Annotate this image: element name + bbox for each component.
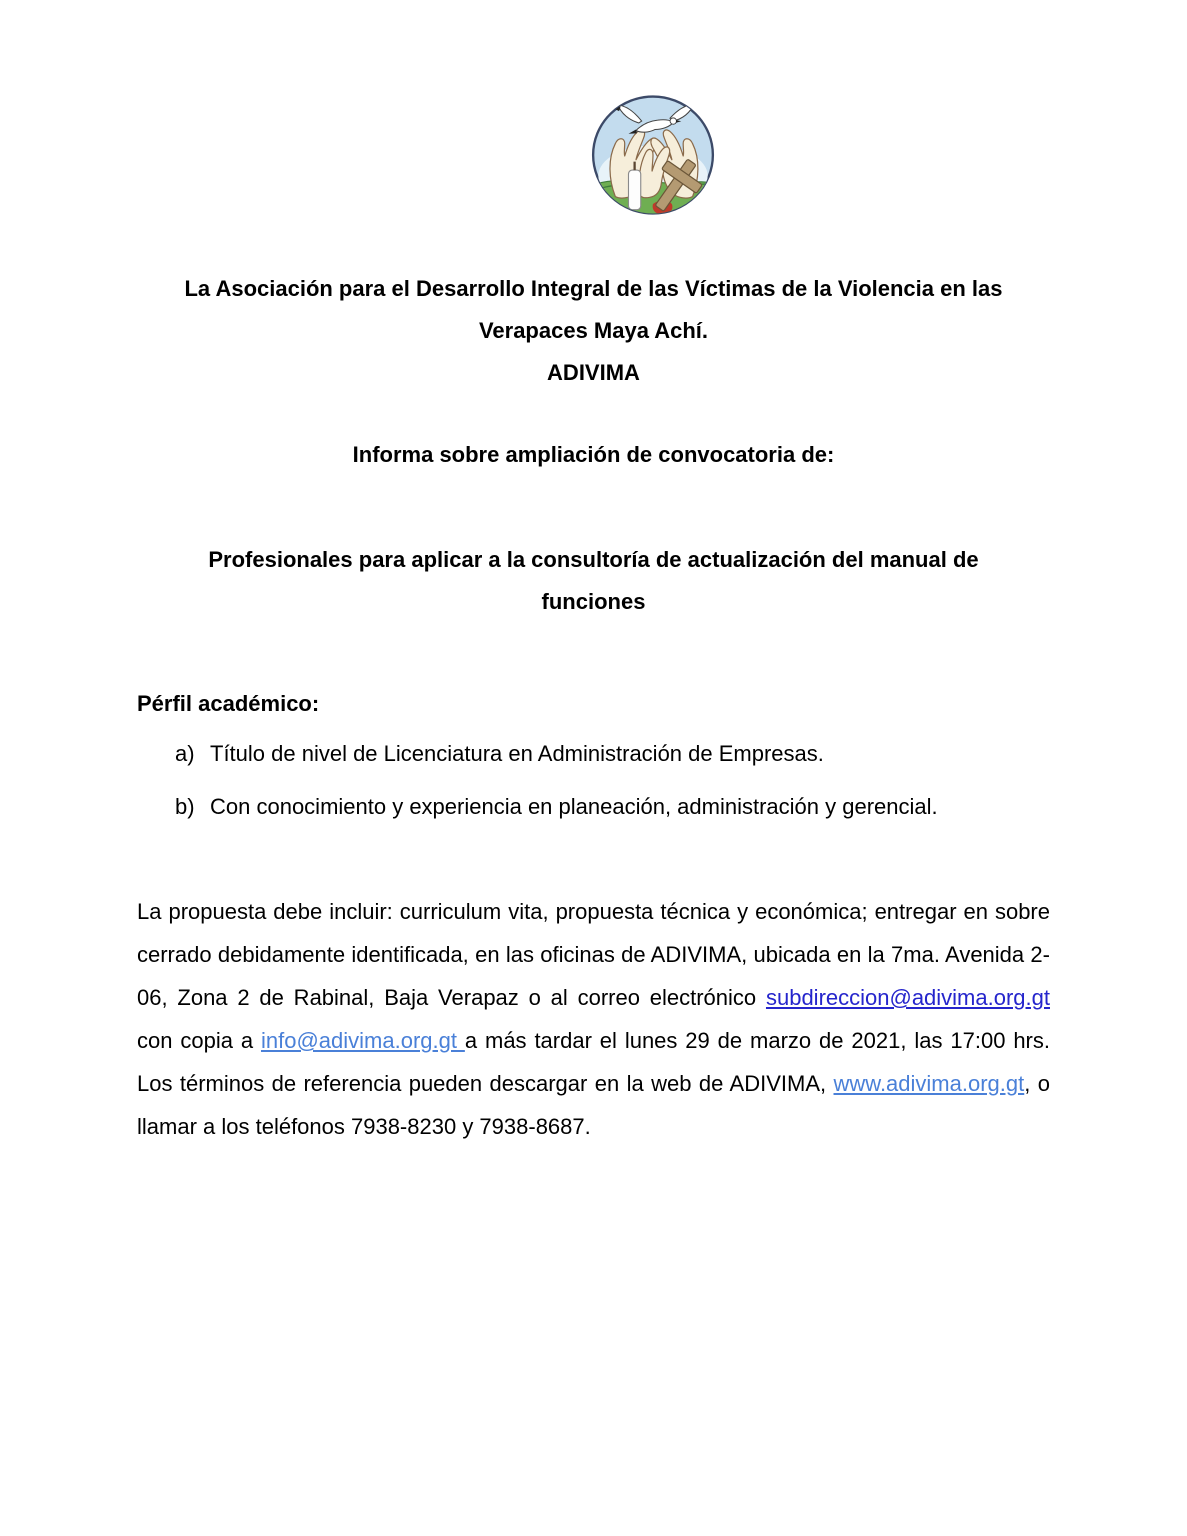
paragraph-text: La propuesta debe incluir: curriculum vita, propuesta técnica y económica; entregar en sobre cerrado debidamente identificada, en las oficinas de ADIVIMA, ubicada en la 7ma. Avenida 2-06, Zona 2 de Rabinal, Baja Verapaz o al correo electrónico [137,899,1050,1010]
email-link-subdireccion[interactable]: subdireccion@adivima.org.gt [765,985,1050,1010]
paragraph-text: , o llamar a los teléfonos 7938-8230 y 7938-8687. [137,1071,1050,1139]
list-item [137,733,1050,775]
paragraph-text: con copia a [137,1028,261,1053]
email-link-info[interactable]: info@adivima.org.gt [260,1028,465,1053]
adivima-logo [587,88,719,222]
organization-title-line2: Verapaces Maya Achí. [478,318,709,343]
organization-acronym: ADIVIMA [547,360,640,385]
adivima-logo-image [587,88,719,222]
position-title-line1: Profesionales para aplicar a la consultoría de actualización del manual de [208,547,979,572]
announcement-heading: Informa sobre ampliación de convocatoria de: [352,442,835,467]
list-item-text: Título de nivel de Licenciatura en Administración de Empresas. [210,741,824,766]
list-item [137,786,1050,828]
paragraph-text: a más tardar el lunes 29 de marzo de 2021, las 17:00 hrs. Los términos de referencia pueden descargar en la web de ADIVIMA, [137,1028,1050,1096]
proposal-paragraph [137,890,1050,1148]
academic-profile-heading: Pérfil académico: [137,691,320,716]
website-link-adivima[interactable]: www.adivima.org.gt [833,1071,1025,1096]
logo-candle [628,170,640,210]
list-item-text: Con conocimiento y experiencia en planeación, administración y gerencial. [210,794,938,819]
position-title-line2: funciones [541,589,646,614]
position-title [137,539,1050,623]
list-item-marker: b) [175,794,195,819]
organization-title-line1: La Asociación para el Desarrollo Integral de las Víctimas de la Violencia en las [184,276,1003,301]
list-item-marker: a) [175,741,195,766]
academic-profile-list [137,733,1050,828]
organization-title [137,268,1050,394]
